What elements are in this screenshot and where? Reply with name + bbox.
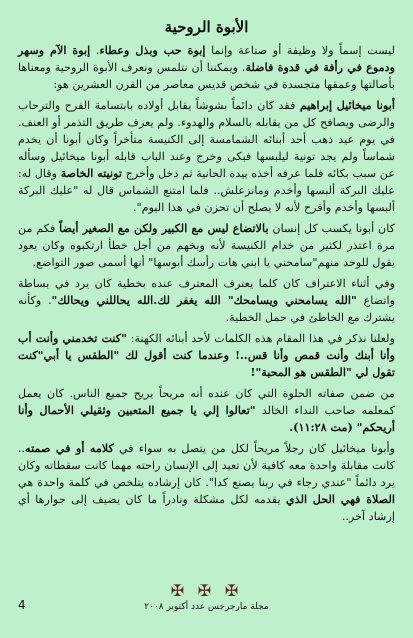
text-span: . ويمكننا أن نتلمس ونعرف الأبوة الروحية ومعناها بأصالتها وعمقها متجسدة في شخص قديس معاصر من القرن العشرين هو:	[18, 61, 395, 91]
page-number: 4	[18, 598, 26, 612]
bold-text: إبوة الآم وسهر ودموع في رأفة في قدوة فاضلة	[18, 43, 395, 74]
paragraph	[18, 97, 395, 216]
text-span: وقال له: عليك البركة ألبسها وأخدم ومانزعلش.. فلما امتنع الشماس قال له "عليك البركة ألبسها وأخدم وأفرح لأنه لا يصلح أن تحزن في هذا اليوم".	[18, 167, 395, 214]
paragraph	[18, 275, 395, 326]
text-span: يقدمه لكل مشكلة ونادراً ما كان يضيف إلى جوارها أي إرشاد آخر..	[18, 493, 395, 523]
footer-caption: مجلة مارجرجس عدد أكتوبر ٢٠٠٨	[144, 602, 269, 612]
paragraph	[18, 440, 395, 525]
text-span: وفي أثناء الاعتراف كان كلما يعترف المعترف عنده بخطية كان يرد في بساطة واتضاع	[18, 277, 395, 307]
text-span: .	[90, 44, 100, 57]
cross-ornaments	[0, 581, 413, 600]
bold-text: بالاتضاع ليس مع الكبير ولكن مع الصغير أيضاً	[59, 221, 269, 235]
bold-text: إبوة حب وبذل وعطاء	[99, 43, 206, 57]
cross-icon: ✠	[170, 581, 189, 600]
cross-icon: ✠	[224, 581, 243, 600]
paragraph	[18, 42, 395, 93]
bold-text: "كنت تخدمني وأنت أب وأنا أبنك وأنت قمص وأنا قس..! وعندما كنت أقول لك "الطقس يا أبي"كنت تقول لي "الطقس هو المحبة"!	[18, 331, 395, 379]
page-title: الأبوة الروحية	[164, 18, 249, 36]
bold-text: "تعالوا إلي يا جميع المتعبين وثقيلي الأحمال وأنا أريحكم" (مت ١١:٢٨).	[18, 403, 395, 434]
text-span: من ضمن صفاته الحلوة التي كان عنده أنه مريحاً يريح جميع الناس. كان يعمل كمعلمه صاحب النداء الخالد	[18, 387, 395, 417]
paragraph	[18, 220, 395, 271]
bold-text: تونيته الخاصة	[60, 166, 123, 180]
bold-text: الصلاة فهي الحل الذي	[285, 492, 395, 506]
cross-icon: ✠	[197, 581, 216, 600]
text-span: وأبونا ميخائيل كان رجلاً مريحاً لكل من يتصل به سواء في	[113, 442, 395, 455]
text-span: ولعلنا نذكر في هذا المقام هذه الكلمات لأحد أبنائه الكهنة:	[126, 332, 395, 345]
text-span: .. كانت مقابلة واحدة معه كافية لأن تعيد إلى الإنسان راحته مهما كانت سقطاته وكان يرد دائماً "عندي رجاء في ربنا يصنع كدا". كان إرشاده يتلخص في كلمة واحدة هي	[18, 442, 395, 489]
bold-text: كلامه أو في صمته	[25, 441, 114, 455]
text-span: كان أبونا يكسب كل إنسان	[268, 222, 396, 235]
text-span: فقد كان دائماً بشوشاً يقابل أولاده بابتسامة الفرح والترحاب والرضى ويصافح كل من يقابله بالسلام والهدوء. ولم يعرف طريق التذمر أو العنف. في يوم عيد ذهب أحد أبنائه الشمامسة إلى الكنيسة متأخراً وكان أبونا أن يخدم شماساً ولم يجد تونية ليلبسها فبكى وخرج وعند الباب قابله أبونا ميخائيل وسأله عن سبب بكائه فلما عرفه أخذه بيده الحانية ثم دخل وأخرج	[18, 99, 395, 180]
text-span: فكم من مرة اعتذر لكثير من خدام الكنيسة لأنه وبخهم من أجل خطأ ارتكبوه وكان يعود يقول للوحد منهم"سامحني يا ابني هات رأسك أبوسها" أنها أسمى صور التواضع.	[18, 222, 395, 269]
text-span: . وكأنه يشترك مع الخاطئ في حمل الخطية.	[18, 294, 395, 324]
text-span: ليست إسماً ولا وظيفة أو صناعة وإنما	[205, 44, 395, 57]
bold-text: "الله يسامحني ويسامحك" الله يغفر لك.الله يحاللني ويحالك"	[51, 293, 357, 307]
bold-text: أبونا ميخائيل إبراهيم	[299, 98, 395, 112]
article-body	[18, 42, 395, 525]
paragraph	[18, 330, 395, 381]
paragraph	[18, 385, 395, 436]
